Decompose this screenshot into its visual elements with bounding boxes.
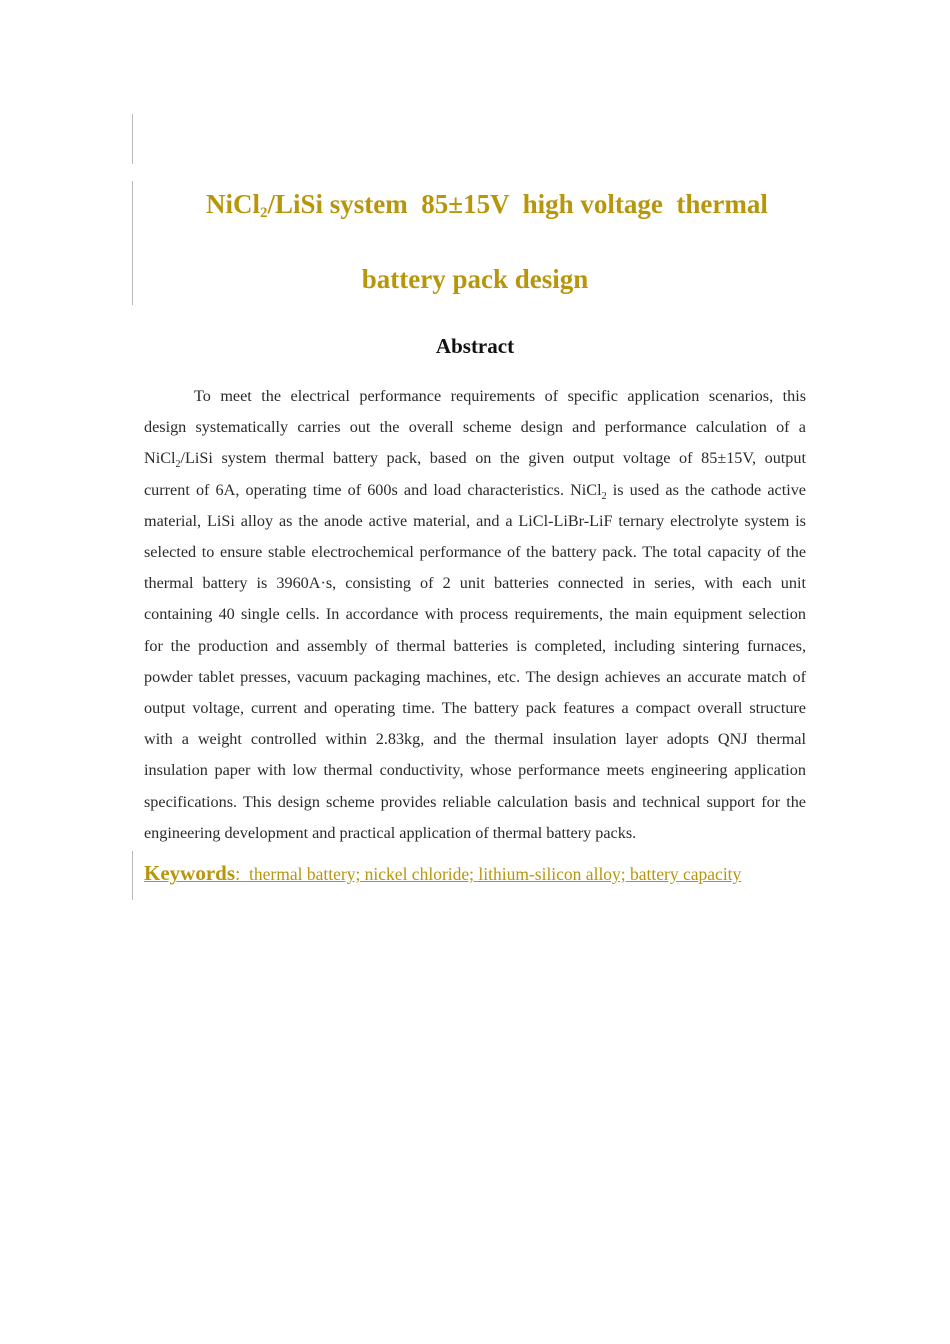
keywords-text: thermal battery; nickel chloride; lithium-silicon alloy; battery capacity [249,864,742,884]
title-formula-subscript: 2 [260,205,268,221]
title-formula-prefix: NiCl [206,189,260,219]
abstract-text: current of 6A, operating time of 600s and load characteristics. NiCl [144,480,602,499]
abstract-line: for the production and assembly of thermal batteries is completed, including sintering furnaces, [144,636,806,655]
abstract-line [144,475,806,506]
abstract-line: specifications. This design scheme provides reliable calculation basis and technical support for the [144,792,806,811]
abstract-line: thermal battery is 3960A·s, consisting of 2 unit batteries connected in series, with each unit [144,574,806,593]
abstract-body [144,381,806,849]
abstract-text: /LiSi system thermal battery pack, based on the given output voltage of 85±15V, output [180,449,806,468]
title-line-2: battery pack design [361,264,589,294]
abstract-heading: Abstract [435,334,515,358]
margin-bar-keywords [132,851,133,900]
abstract-line: material, LiSi alloy as the anode active material, and a LiCl-LiBr-LiF ternary electrolyte system is [144,511,806,530]
title-line-1-rest: /LiSi system 85±15V high voltage thermal [267,189,768,219]
abstract-line: design systematically carries out the overall scheme design and performance calculation of a [144,418,806,437]
abstract-subscript: 2 [601,490,607,502]
abstract-line: engineering development and practical application of thermal battery packs. [144,823,637,842]
abstract-text: is used as the cathode active [606,480,806,499]
abstract-line: To meet the electrical performance requirements of specific application scenarios, this [194,387,806,405]
abstract-text: NiCl [144,449,176,468]
title-line-1 [154,189,854,220]
abstract-line [144,443,806,474]
abstract-line: with a weight controlled within 2.83kg, and the thermal insulation layer adopts QNJ thermal [144,730,806,749]
keywords-colon: : [235,864,241,885]
abstract-line: containing 40 single cells. In accordance with process requirements, the main equipment selection [144,605,806,624]
abstract-line: selected to ensure stable electrochemical performance of the battery pack. The total capacity of the [144,543,806,562]
abstract-subscript: 2 [175,459,181,471]
keywords [144,861,844,886]
abstract-line: output voltage, current and operating time. The battery pack features a compact overall structure [144,699,806,718]
margin-bar-title [132,181,133,305]
abstract-line: insulation paper with low thermal conductivity, whose performance meets engineering application [144,761,806,780]
abstract-line: powder tablet presses, vacuum packaging machines, etc. The design achieves an accurate match of [144,667,806,686]
margin-bar-top [132,114,133,164]
keywords-label: Keywords [144,861,235,885]
